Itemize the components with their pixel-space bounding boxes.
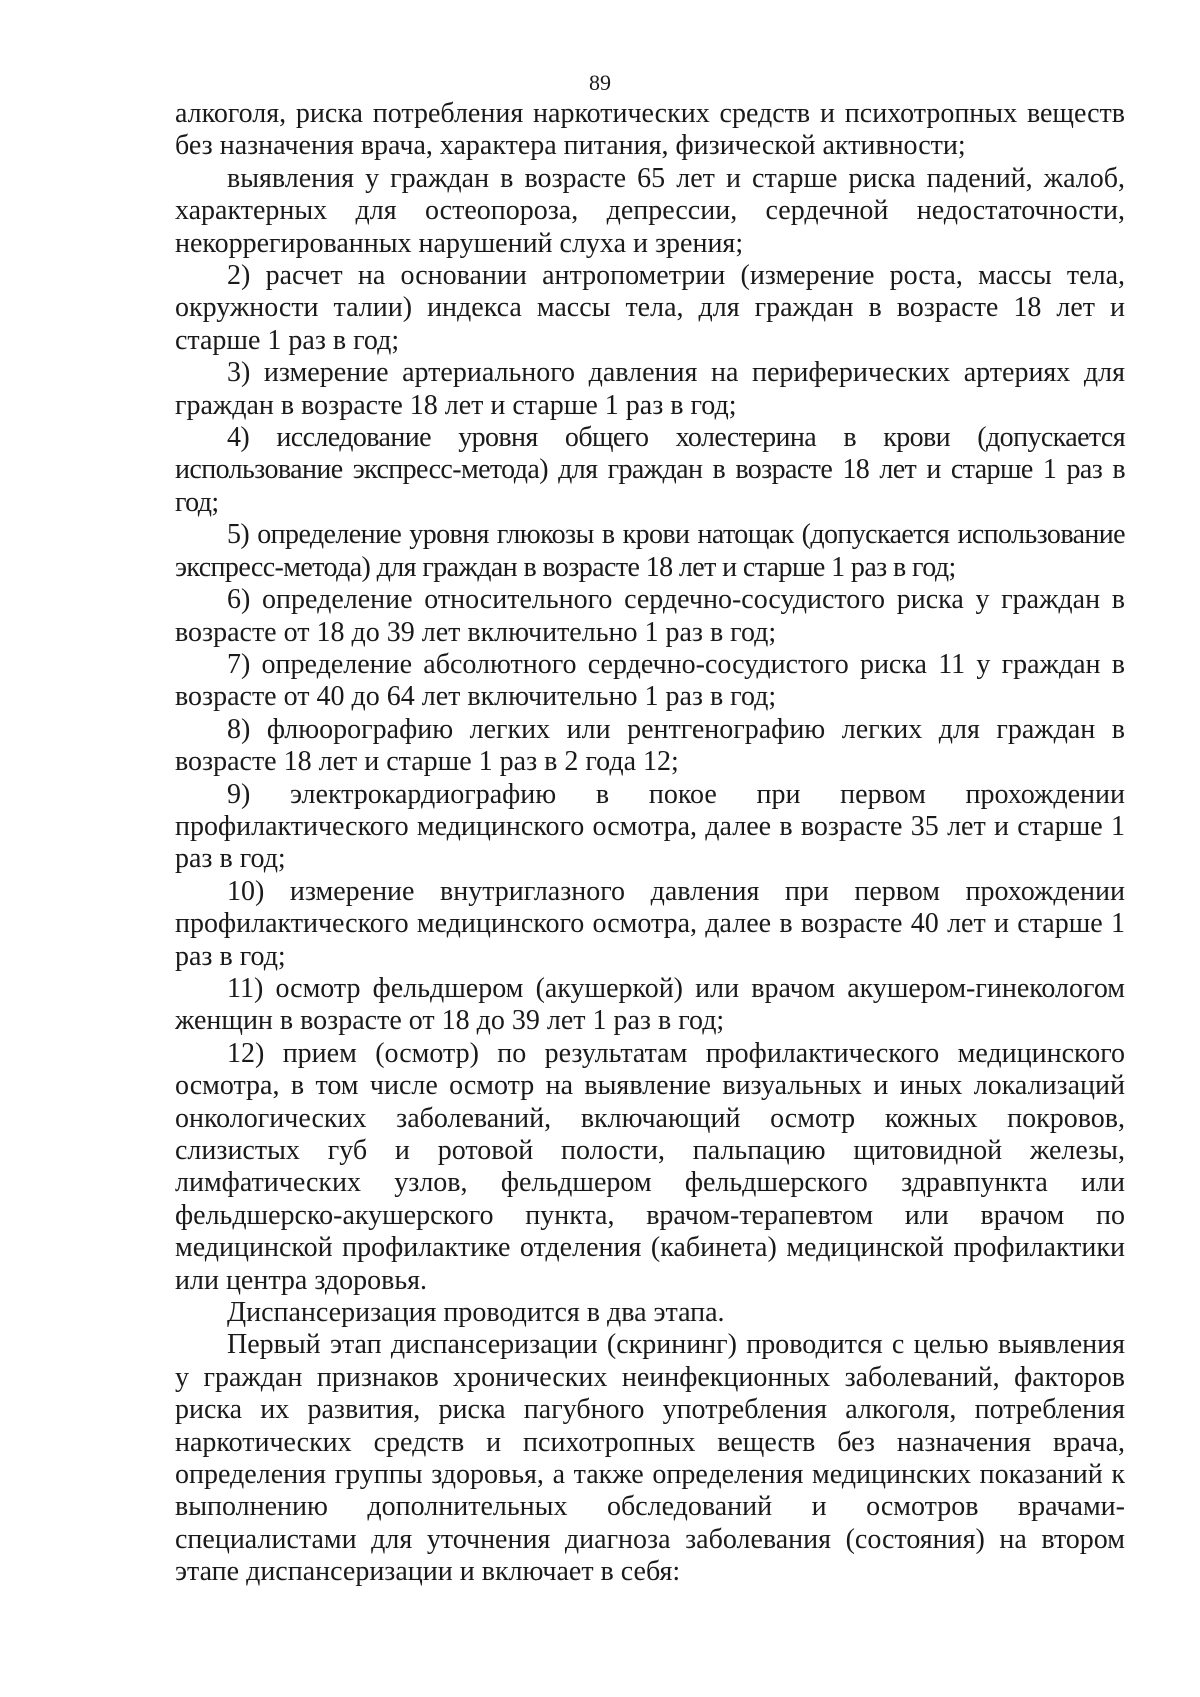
paragraph-item-5: 5) определение уровня глюкозы в крови натощак (допускается использование экспресс-метода) для граждан в возрасте 18 лет и старше 1 раз в год; xyxy=(175,519,1125,583)
paragraph-item-6: 6) определение относительного сердечно-сосудистого риска у граждан в возрасте от 18 до 39 лет включительно 1 раз в год; xyxy=(175,584,1125,648)
paragraph-continuation: алкоголя, риска потребления наркотических средств и психотропных веществ без назначения врача, характера питания, физической активности; xyxy=(175,98,1125,162)
paragraph-item-4: 4) исследование уровня общего холестерина в крови (допускается использование экспресс-метода) для граждан в возрасте 18 лет и старше 1 раз в год; xyxy=(175,422,1125,518)
paragraph-item-11: 11) осмотр фельдшером (акушеркой) или врачом акушером-гинекологом женщин в возрасте от 18 до 39 лет 1 раз в год; xyxy=(175,972,1125,1037)
paragraph-item-8: 8) флюорографию легких или рентгенографию легких для граждан в возрасте 18 лет и старше 1 раз в 2 года 12; xyxy=(175,713,1125,778)
paragraph-first-stage: Первый этап диспансеризации (скрининг) проводится с целью выявления у граждан признаков хронических неинфекционных заболеваний, факторов риска их развития, риска пагубного употребления алкоголя, потребления наркотических средств и психотропных веществ без назначения врача, определения группы здоровья, а также определения медицинских показаний к выполнению дополнительных обследований и осмотров врачами-специалистами для уточнения диагноза заболевания (состояния) на втором этапе диспансеризации и включает в себя: xyxy=(175,1329,1125,1588)
paragraph-two-stages: Диспансеризация проводится в два этапа. xyxy=(227,1297,725,1329)
document-body xyxy=(175,98,1125,1589)
paragraph-item-10: 10) измерение внутриглазного давления при первом прохождении профилактического медицинского осмотра, далее в возрасте 40 лет и старше 1 раз в год; xyxy=(175,875,1125,972)
paragraph-item-9: 9) электрокардиографию в покое при первом прохождении профилактического медицинского осмотра, далее в возрасте 35 лет и старше 1 раз в год; xyxy=(175,778,1125,875)
paragraph-item-3: 3) измерение артериального давления на периферических артериях для граждан в возрасте 18 лет и старше 1 раз в год; xyxy=(175,357,1125,421)
paragraph-risk-elderly: выявления у граждан в возрасте 65 лет и старше риска падений, жалоб, характерных для остеопороза, депрессии, сердечной недостаточности, некоррегированных нарушений слуха и зрения; xyxy=(175,162,1125,259)
paragraph-item-7: 7) определение абсолютного сердечно-сосудистого риска 11 у граждан в возрасте от 40 до 64 лет включительно 1 раз в год; xyxy=(175,648,1125,713)
page-number: 89 xyxy=(589,70,611,95)
paragraph-item-2: 2) расчет на основании антропометрии (измерение роста, массы тела, окружности талии) индекса массы тела, для граждан в возрасте 18 лет и старше 1 раз в год; xyxy=(175,260,1125,356)
paragraph-item-12: 12) прием (осмотр) по результатам профилактического медицинского осмотра, в том числе осмотр на выявление визуальных и иных локализаций онкологических заболеваний, включающий осмотр кожных покровов, слизистых губ и ротовой полости, пальпацию щитовидной железы, лимфатических узлов, фельдшером фельдшерского здравпункта или фельдшерско-акушерского пункта, врачом-терапевтом или врачом по медицинской профилактике отделения (кабинета) медицинской профилактики или центра здоровья. xyxy=(175,1037,1125,1296)
